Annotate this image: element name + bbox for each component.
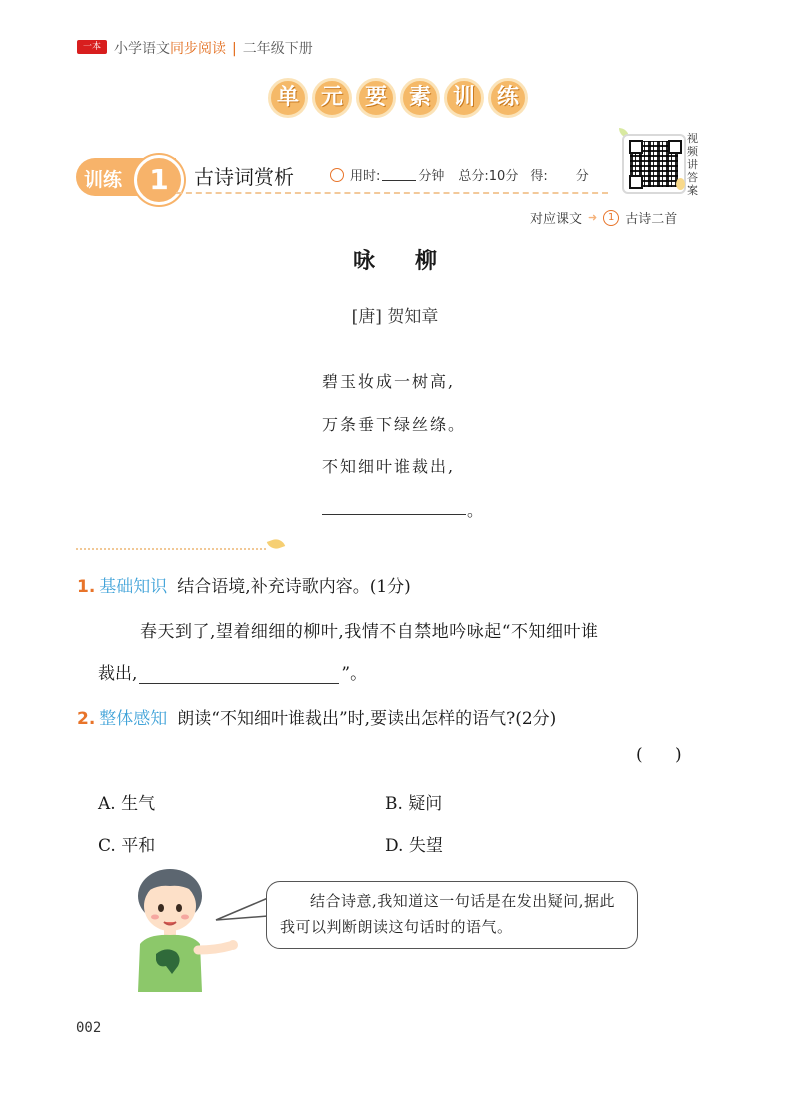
- training-number-badge: 1: [134, 155, 184, 205]
- clock-icon: [330, 168, 344, 182]
- question-tag: 整体感知: [99, 709, 168, 729]
- question-text: 结合语境,补充诗歌内容。(1分): [177, 577, 411, 597]
- time-unit: 分钟: [418, 169, 445, 184]
- poem-line: 碧玉妆成一树高,: [322, 372, 456, 391]
- training-label: 训练: [84, 169, 123, 191]
- question-body-end: ”。: [341, 664, 368, 684]
- option-a[interactable]: A. 生气: [98, 794, 156, 814]
- bubble-tail: [214, 896, 270, 926]
- arrow-right-icon: ➜: [588, 211, 598, 224]
- banner-char: 要: [356, 78, 396, 118]
- banner-char: 训: [444, 78, 484, 118]
- qr-caption: 视频讲答案: [687, 132, 698, 197]
- poem-line-end: 。: [467, 501, 484, 520]
- score-label: 得:: [530, 169, 548, 184]
- question-number: 2.: [77, 709, 96, 729]
- banner-char: 素: [400, 78, 440, 118]
- total-score: 总分:10分: [458, 169, 519, 184]
- qr-finder: [629, 175, 643, 189]
- training-title: 古诗词赏析: [194, 165, 294, 189]
- question-body: 春天到了,望着细细的柳叶,我情不自禁地吟咏起“不知细叶谁: [140, 622, 599, 642]
- poem-answer-blank[interactable]: [322, 514, 466, 515]
- unit-banner: [268, 78, 528, 118]
- qr-finder: [629, 140, 643, 154]
- option-d[interactable]: D. 失望: [385, 836, 443, 856]
- series-separator: |: [232, 41, 237, 57]
- score-blank[interactable]: [548, 169, 576, 181]
- option-b[interactable]: B. 疑问: [385, 794, 443, 814]
- dotted-divider: [76, 548, 266, 550]
- series-subject: 小学语文: [114, 41, 170, 57]
- time-label: 用时:: [350, 169, 381, 184]
- series-title: [114, 38, 313, 58]
- speech-bubble-text: 结合诗意,我知道这一句话是在发出疑问,据此我可以判断朗读这句话时的语气。: [280, 892, 616, 936]
- option-c[interactable]: C. 平和: [98, 836, 156, 856]
- question-1: [77, 572, 411, 597]
- question-tag: 基础知识: [99, 577, 168, 597]
- time-blank[interactable]: [382, 168, 416, 181]
- lesson-number-badge: 1: [603, 210, 619, 226]
- question-body-start: 裁出,: [98, 664, 138, 684]
- answer-blank[interactable]: [139, 665, 339, 684]
- score-unit: 分: [575, 169, 589, 184]
- question-number: 1.: [77, 577, 96, 597]
- lesson-name: 古诗二首: [625, 212, 678, 227]
- poem-line: 不知细叶谁裁出,: [322, 457, 456, 476]
- answer-parentheses[interactable]: ( ): [636, 745, 682, 765]
- question-body: [98, 659, 367, 684]
- banner-char: 单: [268, 78, 308, 118]
- training-meta: [330, 165, 589, 184]
- poem-line: 万条垂下绿丝绦。: [322, 415, 467, 434]
- qr-finder: [668, 140, 682, 154]
- banner-char: 元: [312, 78, 352, 118]
- poem-author: [唐] 贺知章: [351, 307, 439, 327]
- training-dash-line: [176, 192, 608, 194]
- page-number: 002: [76, 1020, 102, 1036]
- question-text: 朗读“不知细叶谁裁出”时,要读出怎样的语气?(2分): [177, 709, 557, 729]
- publisher-logo: 一本: [77, 40, 107, 54]
- series-grade: 二年级下册: [242, 41, 313, 57]
- leaf-decoration-icon: [267, 537, 285, 552]
- poem-title: 咏柳: [352, 248, 477, 274]
- lemon-decoration-icon: [676, 178, 685, 190]
- boy-illustration: [126, 866, 246, 994]
- series-name: 同步阅读: [170, 41, 226, 57]
- lesson-ref-label: 对应课文: [530, 212, 583, 227]
- question-2: [77, 704, 556, 729]
- banner-char: 练: [488, 78, 528, 118]
- lesson-reference: [530, 208, 677, 227]
